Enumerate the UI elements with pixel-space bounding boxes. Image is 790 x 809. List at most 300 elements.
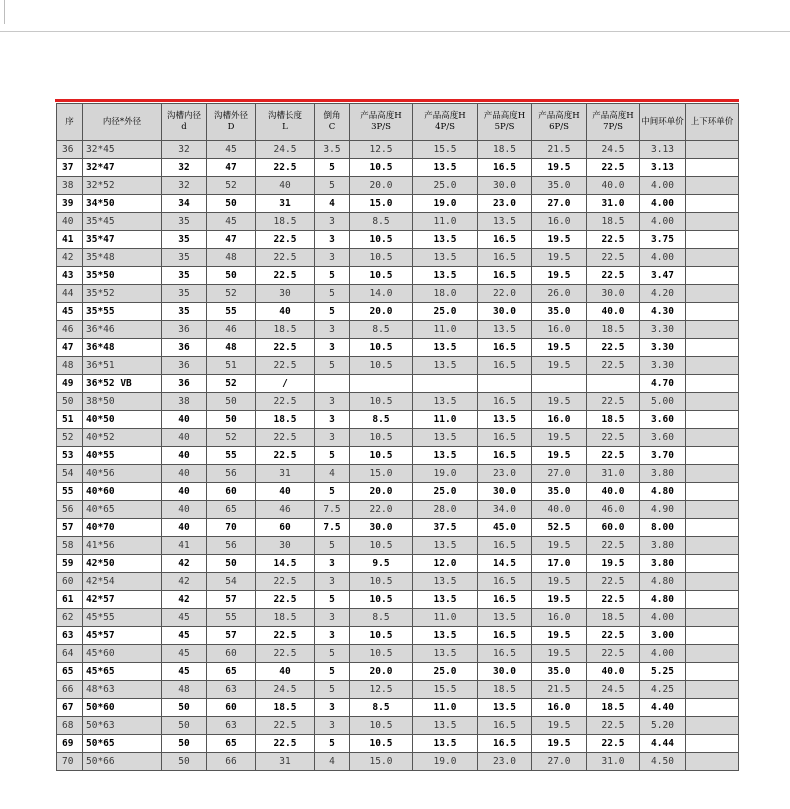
cell-height-6ps: 27.0 [532,465,587,483]
cell-chamfer: 4 [315,195,350,213]
header-middle-ring-price: 中间环单价 [640,104,686,141]
cell-height-6ps: 19.5 [532,267,587,285]
cell-height-6ps: 19.5 [532,447,587,465]
cell-height-3ps: 10.5 [350,537,413,555]
cell-size: 40*52 [83,429,162,447]
table-row [57,717,739,735]
cell-height-3ps: 10.5 [350,717,413,735]
cell-height-5ps: 13.5 [478,699,532,717]
cell-size: 50*65 [83,735,162,753]
cell-height-4ps: 18.0 [413,285,478,303]
header-groove-outer: 沟槽外径 D [207,104,256,141]
cell-height-7ps: 30.0 [587,285,640,303]
cell-seq: 38 [57,177,83,195]
cell-groove-outer: 48 [207,339,256,357]
table-row [57,501,739,519]
cell-height-7ps: 18.5 [587,213,640,231]
cell-top-bottom-ring-price [686,735,739,753]
cell-chamfer: 5 [315,591,350,609]
cell-height-4ps: 13.5 [413,447,478,465]
cell-size: 35*52 [83,285,162,303]
cell-top-bottom-ring-price [686,573,739,591]
cell-height-4ps: 15.5 [413,141,478,159]
cell-height-7ps [587,375,640,393]
cell-top-bottom-ring-price [686,753,739,771]
cell-top-bottom-ring-price [686,321,739,339]
cell-chamfer: 5 [315,645,350,663]
cell-top-bottom-ring-price [686,627,739,645]
cell-groove-inner: 35 [162,231,207,249]
cell-chamfer: 3 [315,699,350,717]
cell-middle-ring-price: 4.25 [640,681,686,699]
cell-height-7ps: 22.5 [587,159,640,177]
cell-height-7ps: 31.0 [587,753,640,771]
cell-size: 40*65 [83,501,162,519]
cell-groove-length: 22.5 [256,159,315,177]
cell-groove-outer: 60 [207,645,256,663]
cell-groove-length: 24.5 [256,141,315,159]
cell-middle-ring-price: 4.80 [640,573,686,591]
cell-seq: 47 [57,339,83,357]
cell-top-bottom-ring-price [686,375,739,393]
cell-seq: 46 [57,321,83,339]
cell-height-6ps: 21.5 [532,141,587,159]
cell-height-7ps: 31.0 [587,195,640,213]
cell-chamfer: 3 [315,249,350,267]
cell-middle-ring-price: 4.80 [640,483,686,501]
cell-height-4ps: 19.0 [413,753,478,771]
cell-groove-outer: 66 [207,753,256,771]
table-row [57,627,739,645]
cell-seq: 36 [57,141,83,159]
cell-middle-ring-price: 4.50 [640,753,686,771]
cell-chamfer: 3 [315,231,350,249]
cell-height-3ps: 10.5 [350,339,413,357]
cell-height-5ps: 16.5 [478,231,532,249]
cell-groove-length: 31 [256,195,315,213]
table-row [57,609,739,627]
cell-height-4ps: 15.5 [413,681,478,699]
cell-height-4ps: 19.0 [413,195,478,213]
cell-height-3ps: 8.5 [350,321,413,339]
cell-size: 50*66 [83,753,162,771]
cell-height-3ps: 15.0 [350,753,413,771]
cell-size: 36*52 VB [83,375,162,393]
cell-top-bottom-ring-price [686,447,739,465]
cell-height-3ps: 12.5 [350,681,413,699]
cell-seq: 37 [57,159,83,177]
cell-chamfer: 3 [315,609,350,627]
cell-chamfer: 3 [315,339,350,357]
cell-height-3ps: 12.5 [350,141,413,159]
header-groove-inner: 沟槽内径 d [162,104,207,141]
table-row [57,465,739,483]
cell-height-4ps: 13.5 [413,267,478,285]
cell-height-5ps: 22.0 [478,285,532,303]
cell-seq: 52 [57,429,83,447]
cell-height-3ps [350,375,413,393]
cell-height-6ps: 19.5 [532,645,587,663]
cell-height-7ps: 22.5 [587,447,640,465]
header-height-3ps: 产品高度H 3P/S [350,104,413,141]
cell-top-bottom-ring-price [686,231,739,249]
cell-size: 36*51 [83,357,162,375]
cell-middle-ring-price: 4.90 [640,501,686,519]
cell-size: 35*45 [83,213,162,231]
cell-height-6ps: 19.5 [532,717,587,735]
cell-groove-length: 22.5 [256,429,315,447]
cell-height-6ps: 16.0 [532,411,587,429]
cell-groove-length: 40 [256,483,315,501]
cell-height-3ps: 8.5 [350,411,413,429]
cell-height-5ps: 16.5 [478,717,532,735]
cell-middle-ring-price: 4.00 [640,177,686,195]
cell-groove-outer: 52 [207,285,256,303]
cell-seq: 62 [57,609,83,627]
cell-groove-outer: 50 [207,393,256,411]
cell-groove-length: 22.5 [256,735,315,753]
cell-size: 50*63 [83,717,162,735]
cell-middle-ring-price: 4.00 [640,249,686,267]
cell-height-7ps: 22.5 [587,231,640,249]
cell-top-bottom-ring-price [686,141,739,159]
cell-groove-inner: 32 [162,177,207,195]
spec-price-table [56,103,739,771]
cell-groove-length: 30 [256,285,315,303]
header-height-4ps: 产品高度H 4P/S [413,104,478,141]
cell-groove-inner: 45 [162,627,207,645]
cell-seq: 70 [57,753,83,771]
table-row [57,195,739,213]
cell-top-bottom-ring-price [686,267,739,285]
cell-seq: 53 [57,447,83,465]
cell-groove-length: 22.5 [256,339,315,357]
cell-middle-ring-price: 4.20 [640,285,686,303]
cell-middle-ring-price: 3.80 [640,537,686,555]
cell-groove-inner: 40 [162,447,207,465]
cell-size: 35*55 [83,303,162,321]
cell-middle-ring-price: 3.30 [640,321,686,339]
cell-chamfer: 5 [315,483,350,501]
cell-top-bottom-ring-price [686,159,739,177]
cell-height-5ps: 14.5 [478,555,532,573]
cell-top-bottom-ring-price [686,681,739,699]
cell-middle-ring-price: 3.80 [640,555,686,573]
cell-height-7ps: 22.5 [587,267,640,285]
cell-height-3ps: 30.0 [350,519,413,537]
cell-groove-length: 18.5 [256,321,315,339]
table-row [57,303,739,321]
table-row [57,411,739,429]
cell-height-3ps: 10.5 [350,735,413,753]
cell-groove-length: 40 [256,303,315,321]
cell-height-3ps: 10.5 [350,645,413,663]
cell-groove-outer: 52 [207,177,256,195]
cell-height-5ps: 34.0 [478,501,532,519]
table-row [57,357,739,375]
cell-middle-ring-price: 5.00 [640,393,686,411]
cell-height-4ps: 13.5 [413,159,478,177]
cell-groove-inner: 48 [162,681,207,699]
cell-groove-inner: 35 [162,213,207,231]
cell-height-4ps: 25.0 [413,177,478,195]
cell-height-5ps: 45.0 [478,519,532,537]
cell-height-3ps: 10.5 [350,447,413,465]
cell-middle-ring-price: 3.47 [640,267,686,285]
cell-groove-length: 22.5 [256,393,315,411]
cell-groove-length: 22.5 [256,249,315,267]
cell-height-7ps: 22.5 [587,573,640,591]
cell-height-6ps: 19.5 [532,339,587,357]
cell-chamfer: 3 [315,573,350,591]
cell-groove-inner: 35 [162,285,207,303]
cell-height-3ps: 20.0 [350,483,413,501]
cell-height-4ps: 25.0 [413,483,478,501]
cell-chamfer: 5 [315,537,350,555]
cell-groove-outer: 63 [207,681,256,699]
cell-seq: 69 [57,735,83,753]
cell-seq: 42 [57,249,83,267]
cell-height-7ps: 24.5 [587,141,640,159]
cell-height-4ps: 13.5 [413,645,478,663]
cell-height-7ps: 22.5 [587,627,640,645]
cell-height-7ps: 22.5 [587,429,640,447]
cell-seq: 43 [57,267,83,285]
cell-top-bottom-ring-price [686,483,739,501]
cell-groove-length: 22.5 [256,573,315,591]
cell-groove-inner: 38 [162,393,207,411]
header-size: 内径*外径 [83,104,162,141]
cell-top-bottom-ring-price [686,213,739,231]
cell-size: 40*70 [83,519,162,537]
cell-height-7ps: 31.0 [587,465,640,483]
cell-height-3ps: 10.5 [350,249,413,267]
header-chamfer: 倒角 C [315,104,350,141]
cell-height-4ps: 19.0 [413,465,478,483]
cell-size: 45*55 [83,609,162,627]
cell-top-bottom-ring-price [686,591,739,609]
cell-height-4ps: 25.0 [413,663,478,681]
cell-size: 45*57 [83,627,162,645]
cell-groove-inner: 40 [162,501,207,519]
cell-height-6ps: 17.0 [532,555,587,573]
cell-height-4ps: 13.5 [413,573,478,591]
cell-height-6ps: 52.5 [532,519,587,537]
cell-height-4ps: 11.0 [413,321,478,339]
cell-height-4ps: 11.0 [413,609,478,627]
cell-top-bottom-ring-price [686,699,739,717]
cell-groove-inner: 45 [162,663,207,681]
cell-height-5ps: 16.5 [478,735,532,753]
cell-height-6ps [532,375,587,393]
cell-height-7ps: 22.5 [587,645,640,663]
cell-groove-outer: 63 [207,717,256,735]
cell-size: 48*63 [83,681,162,699]
header-height-5ps: 产品高度H 5P/S [478,104,532,141]
table-row [57,591,739,609]
cell-seq: 41 [57,231,83,249]
cell-height-3ps: 10.5 [350,357,413,375]
cell-groove-outer: 51 [207,357,256,375]
cell-seq: 67 [57,699,83,717]
table-row [57,285,739,303]
cell-height-4ps: 13.5 [413,717,478,735]
cell-height-6ps: 21.5 [532,681,587,699]
cell-height-3ps: 20.0 [350,177,413,195]
cell-groove-length: 24.5 [256,681,315,699]
cell-seq: 61 [57,591,83,609]
cell-height-3ps: 9.5 [350,555,413,573]
cell-groove-inner: 50 [162,753,207,771]
cell-seq: 65 [57,663,83,681]
cell-groove-inner: 50 [162,735,207,753]
cell-size: 42*50 [83,555,162,573]
cell-groove-outer: 60 [207,699,256,717]
cell-chamfer: 4 [315,753,350,771]
cell-middle-ring-price: 3.75 [640,231,686,249]
cell-height-7ps: 18.5 [587,609,640,627]
cell-groove-inner: 45 [162,645,207,663]
cell-groove-inner: 40 [162,483,207,501]
cell-size: 40*50 [83,411,162,429]
cell-height-5ps: 23.0 [478,195,532,213]
cell-height-7ps: 22.5 [587,717,640,735]
cell-height-6ps: 27.0 [532,753,587,771]
cell-middle-ring-price: 5.25 [640,663,686,681]
cell-height-5ps: 23.0 [478,465,532,483]
cell-groove-outer: 57 [207,591,256,609]
cell-groove-inner: 35 [162,303,207,321]
cell-groove-length: 18.5 [256,699,315,717]
cell-groove-outer: 45 [207,213,256,231]
cell-seq: 58 [57,537,83,555]
cell-height-3ps: 10.5 [350,429,413,447]
cell-height-5ps: 16.5 [478,447,532,465]
table-row [57,339,739,357]
cell-size: 35*47 [83,231,162,249]
cell-size: 32*45 [83,141,162,159]
cell-chamfer: 5 [315,267,350,285]
cell-chamfer: 5 [315,285,350,303]
cell-middle-ring-price: 4.00 [640,195,686,213]
cell-middle-ring-price: 3.80 [640,465,686,483]
cell-height-7ps: 60.0 [587,519,640,537]
cell-seq: 59 [57,555,83,573]
cell-height-6ps: 19.5 [532,591,587,609]
cell-size: 42*57 [83,591,162,609]
table-row [57,213,739,231]
cell-top-bottom-ring-price [686,177,739,195]
cell-height-4ps: 13.5 [413,537,478,555]
cell-height-4ps: 13.5 [413,357,478,375]
cell-height-4ps: 11.0 [413,411,478,429]
table-row [57,375,739,393]
cell-middle-ring-price: 4.30 [640,303,686,321]
cell-height-6ps: 35.0 [532,303,587,321]
cell-top-bottom-ring-price [686,357,739,375]
cell-chamfer: 5 [315,447,350,465]
cell-middle-ring-price: 8.00 [640,519,686,537]
cell-groove-length: 18.5 [256,609,315,627]
cell-seq: 60 [57,573,83,591]
cell-groove-inner: 40 [162,465,207,483]
cell-middle-ring-price: 5.20 [640,717,686,735]
cell-groove-length: 18.5 [256,213,315,231]
cell-middle-ring-price: 4.00 [640,609,686,627]
cell-chamfer: 3 [315,717,350,735]
cell-groove-outer: 55 [207,447,256,465]
table-row [57,573,739,591]
cell-top-bottom-ring-price [686,339,739,357]
cell-top-bottom-ring-price [686,663,739,681]
table-row [57,249,739,267]
cell-height-4ps: 28.0 [413,501,478,519]
cell-height-5ps: 16.5 [478,357,532,375]
cell-groove-outer: 56 [207,465,256,483]
cell-seq: 49 [57,375,83,393]
cell-groove-inner: 36 [162,321,207,339]
cell-size: 45*65 [83,663,162,681]
cell-seq: 51 [57,411,83,429]
cell-seq: 56 [57,501,83,519]
cell-chamfer: 4 [315,465,350,483]
cell-top-bottom-ring-price [686,303,739,321]
header-accent-rule [55,99,739,102]
cell-groove-inner: 40 [162,411,207,429]
cell-height-5ps: 30.0 [478,483,532,501]
cell-chamfer: 5 [315,681,350,699]
cell-seq: 50 [57,393,83,411]
cell-chamfer: 5 [315,357,350,375]
cell-height-5ps: 18.5 [478,681,532,699]
cell-size: 34*50 [83,195,162,213]
cell-groove-length: 31 [256,465,315,483]
cell-groove-length: 40 [256,177,315,195]
cell-height-7ps: 40.0 [587,663,640,681]
table-row [57,753,739,771]
cell-height-6ps: 19.5 [532,429,587,447]
cell-groove-inner: 40 [162,519,207,537]
cell-seq: 48 [57,357,83,375]
cell-seq: 45 [57,303,83,321]
cell-groove-outer: 46 [207,321,256,339]
cell-height-3ps: 10.5 [350,393,413,411]
cell-height-4ps [413,375,478,393]
header-top-bottom-ring-price: 上下环单价 [686,104,739,141]
cell-height-7ps: 40.0 [587,177,640,195]
cell-height-5ps: 30.0 [478,663,532,681]
cell-top-bottom-ring-price [686,501,739,519]
cell-height-6ps: 35.0 [532,483,587,501]
cell-top-bottom-ring-price [686,411,739,429]
cell-height-5ps: 16.5 [478,249,532,267]
cell-height-7ps: 46.0 [587,501,640,519]
cell-size: 32*47 [83,159,162,177]
cell-height-7ps: 24.5 [587,681,640,699]
cell-height-5ps: 30.0 [478,303,532,321]
cell-groove-outer: 65 [207,501,256,519]
cell-height-5ps: 16.5 [478,267,532,285]
cell-chamfer: 7.5 [315,519,350,537]
cell-chamfer: 3 [315,213,350,231]
cell-groove-length: 22.5 [256,591,315,609]
cell-groove-length: 46 [256,501,315,519]
cell-groove-inner: 36 [162,375,207,393]
cell-groove-outer: 52 [207,429,256,447]
cell-height-5ps: 16.5 [478,339,532,357]
cell-height-6ps: 16.0 [532,321,587,339]
cell-height-3ps: 10.5 [350,627,413,645]
